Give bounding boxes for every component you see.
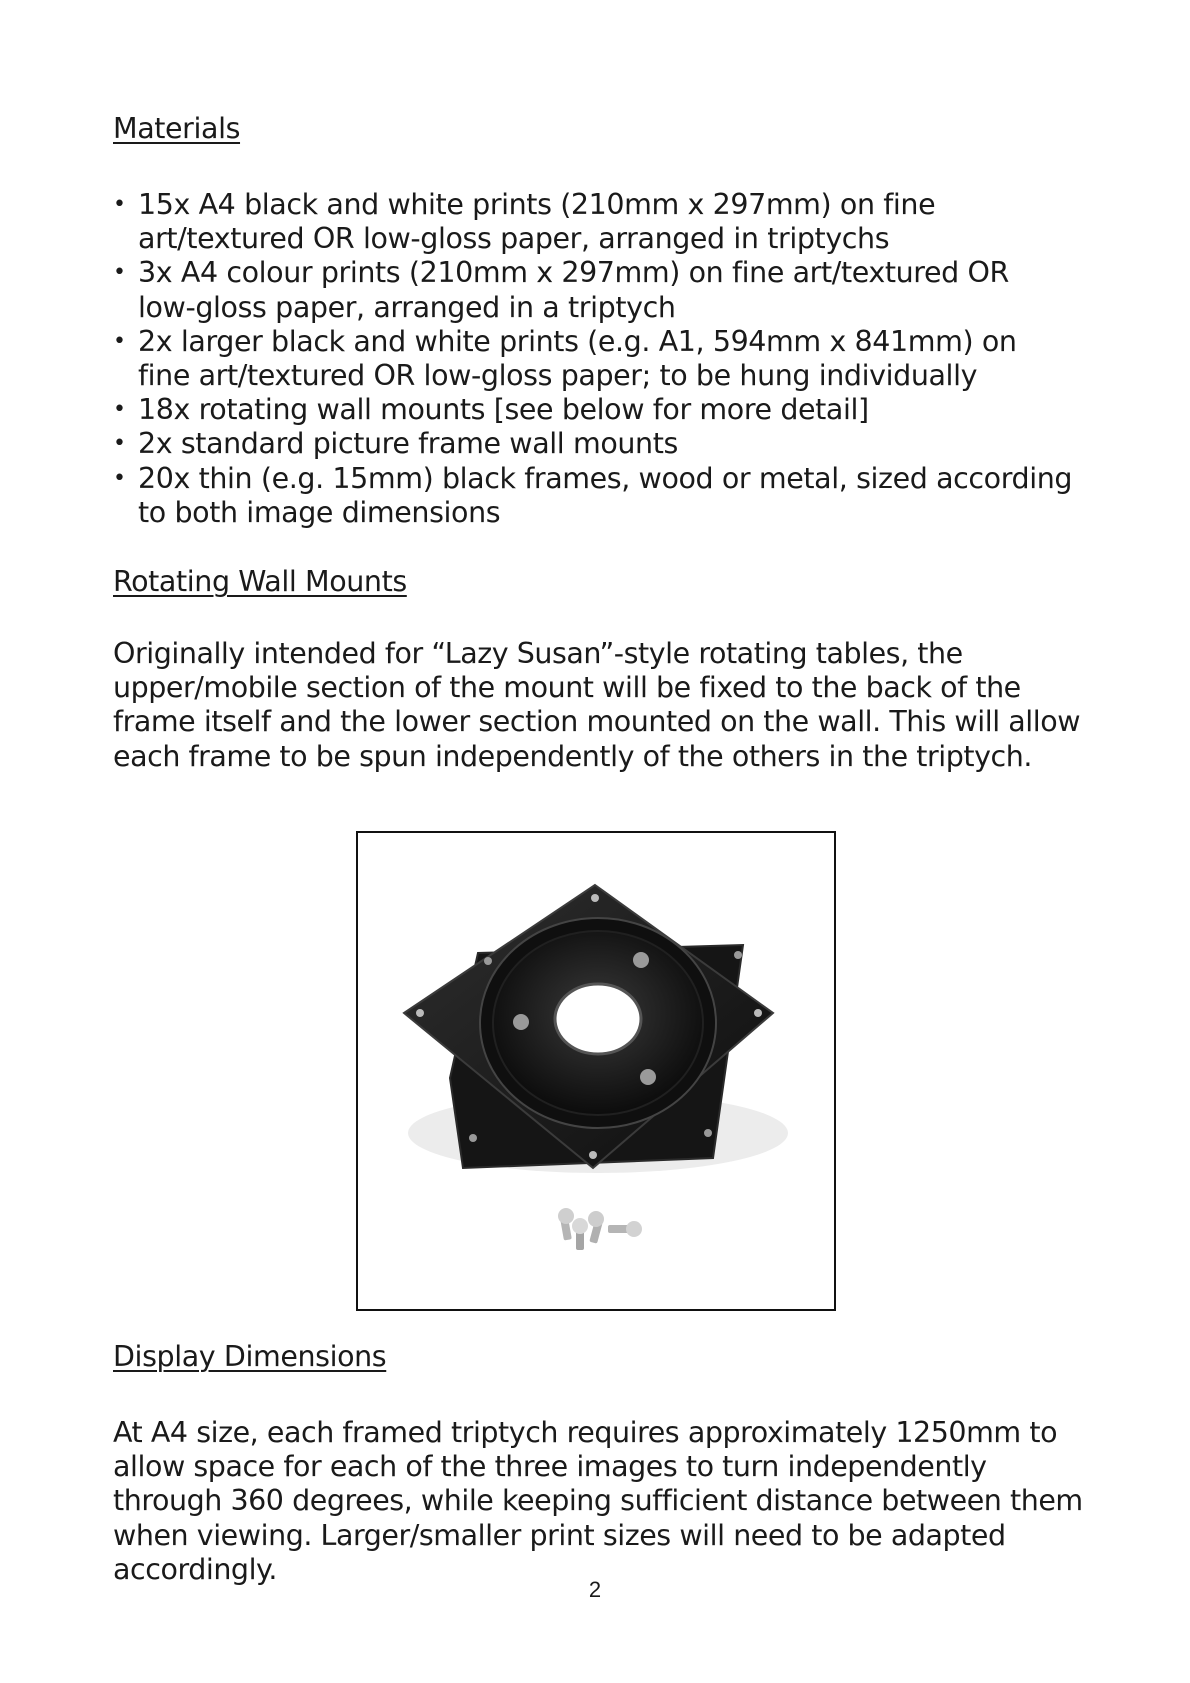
rotating-mounts-paragraph: Originally intended for “Lazy Susan”-style rotating tables, the upper/mobile section of the mount will be fixed to the back of the frame itself and the lower section mounted on the wall. This will allow each frame to be spun independently of the others in the triptych.	[113, 637, 1081, 773]
materials-list	[113, 188, 1073, 530]
list-item: • 20x thin (e.g. 15mm) black frames, wood or metal, sized according to both image dimensions	[113, 462, 1073, 530]
screws	[558, 1208, 642, 1250]
rotating-mounts-heading: Rotating Wall Mounts	[113, 565, 407, 598]
screw-hole	[591, 894, 599, 902]
rivet	[513, 1014, 529, 1030]
list-item: • 18x rotating wall mounts [see below for more detail]	[113, 393, 1073, 427]
display-dimensions-heading: Display Dimensions	[113, 1340, 387, 1373]
center-hole	[555, 984, 641, 1054]
rivet	[640, 1069, 656, 1085]
list-item: • 2x standard picture frame wall mounts	[113, 427, 1073, 461]
list-item: • 3x A4 colour prints (210mm x 297mm) on fine art/textured OR low-gloss paper, arranged in a triptych	[113, 256, 1073, 324]
rotating-mount-image	[358, 833, 834, 1309]
screw-hole	[589, 1151, 597, 1159]
materials-heading: Materials	[113, 112, 241, 145]
rivet	[633, 952, 649, 968]
screw-hole	[754, 1009, 762, 1017]
list-item: • 2x larger black and white prints (e.g. A1, 594mm x 841mm) on fine art/textured OR low-gloss paper; to be hung individually	[113, 325, 1073, 393]
screw-hole	[734, 951, 742, 959]
page-number: 2	[588, 1577, 602, 1602]
screw-hole	[416, 1009, 424, 1017]
screw-hole	[704, 1129, 712, 1137]
screw-hole	[469, 1134, 477, 1142]
rotating-mount-figure	[356, 831, 836, 1311]
list-item: • 15x A4 black and white prints (210mm x 297mm) on fine art/textured OR low-gloss paper, arranged in triptychs	[113, 188, 1073, 256]
screw-hole	[484, 957, 492, 965]
display-dimensions-paragraph: At A4 size, each framed triptych requires approximately 1250mm to allow space for each of the three images to turn independently through 360 degrees, while keeping sufficient distance between them when viewing. Larger/smaller print sizes will need to be adapted accordingly.	[113, 1416, 1083, 1586]
